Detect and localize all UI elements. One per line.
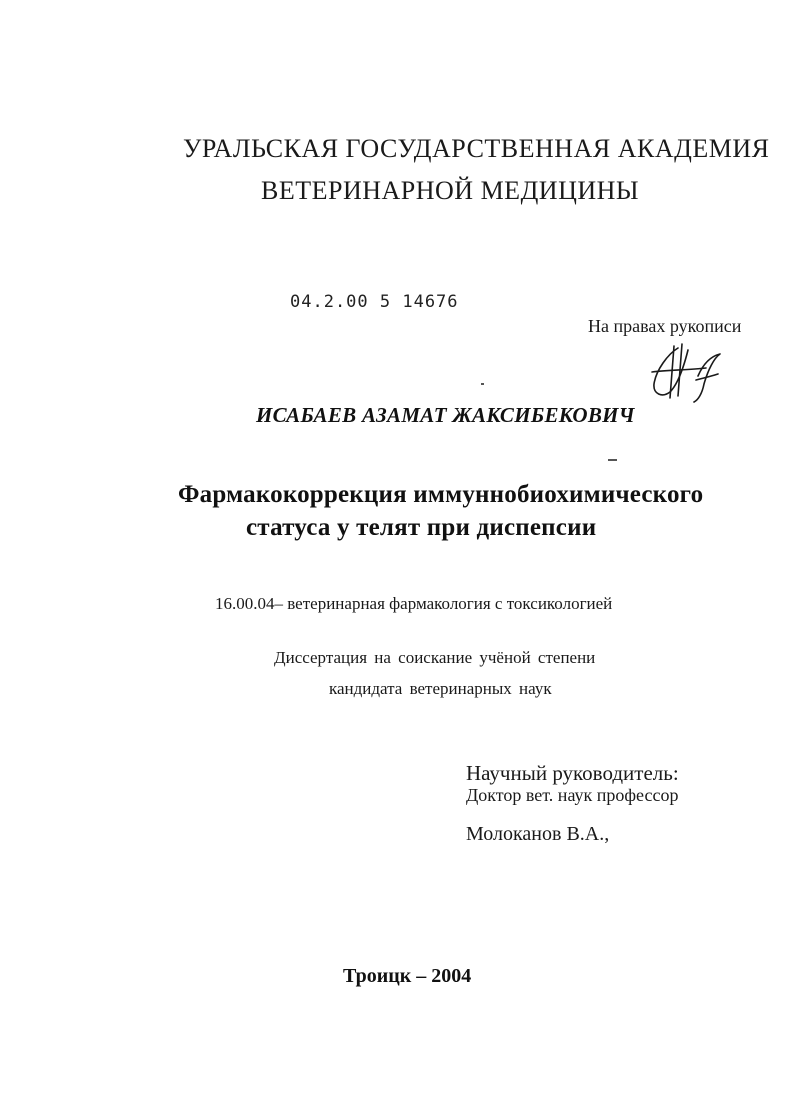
author-name: ИСАБАЕВ АЗАМАТ ЖАКСИБЕКОВИЧ	[256, 403, 635, 427]
signature-icon	[648, 340, 728, 406]
supervisor-heading: Научный руководитель:	[466, 761, 679, 785]
scan-speck	[481, 383, 484, 385]
supervisor-rank: Доктор вет. наук профессор	[466, 785, 679, 805]
degree-line1: Диссертация на соискание учёной степени	[274, 648, 596, 667]
manuscript-rights-note: На правах рукописи	[588, 316, 742, 336]
degree-line2: кандидата ветеринарных наук	[329, 679, 552, 698]
city-year: Троицк – 2004	[343, 965, 472, 987]
institution-name-line2: ВЕТЕРИНАРНОЙ МЕДИЦИНЫ	[261, 176, 640, 205]
institution-name-line1: УРАЛЬСКАЯ ГОСУДАРСТВЕННАЯ АКАДЕМИЯ	[183, 134, 770, 163]
dissertation-title-line2: статуса у телят при диспепсии	[246, 514, 597, 541]
supervisor-name: Молоканов В.А.,	[466, 823, 610, 845]
dissertation-title-line1: Фармакокоррекция иммуннобиохимического	[178, 481, 704, 508]
specialty-code: 16.00.04– ветеринарная фармакология с токсикологией	[215, 594, 613, 613]
scan-speck	[608, 459, 617, 461]
registration-number: 04.2.00 5 14676	[290, 292, 459, 312]
